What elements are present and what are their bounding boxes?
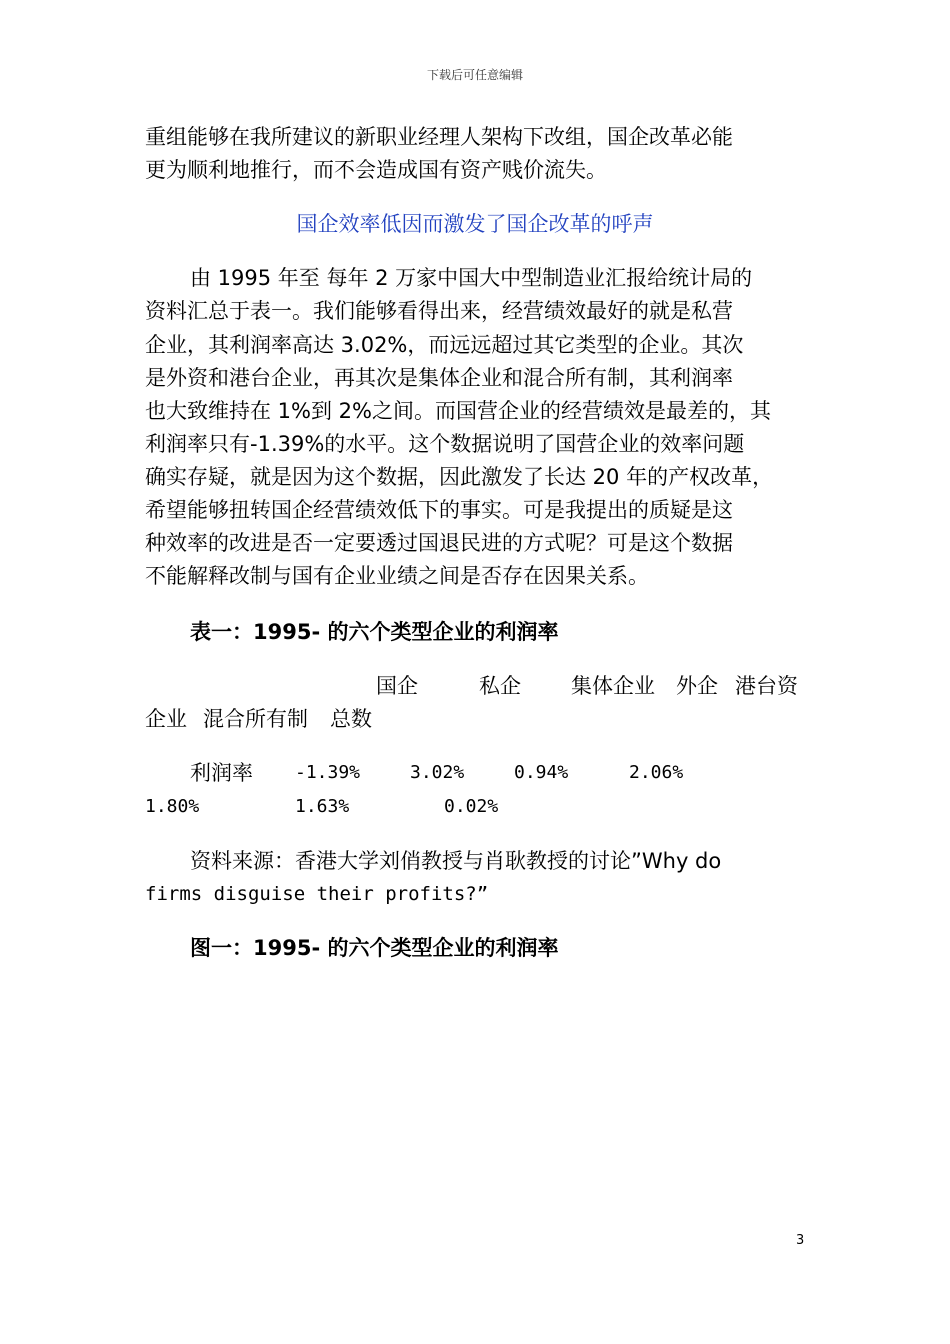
table-cell: 1.63% (295, 796, 350, 817)
body-line-5: 也大致维持在 1%到 2%之间。而国营企业的经营绩效是最差的，其 (145, 399, 771, 423)
body-line-7: 确实存疑，就是因为这个数据，因此激发了长达 20 年的产权改革， (145, 465, 774, 489)
body-line-4: 是外资和港台企业，再其次是集体企业和混合所有制，其利润率 (145, 366, 733, 390)
body-line-3: 企业，其利润率高达 3.02%，而远远超过其它类型的企业。其次 (145, 333, 744, 357)
table-header-cell: 国企 (376, 674, 418, 698)
table-header-cell: 企业 (145, 707, 187, 731)
table-header-cell: 总数 (330, 707, 372, 731)
source-line-1: 资料来源：香港大学刘俏教授与肖耿教授的讨论”Why do (190, 849, 722, 873)
table-cell: 0.94% (514, 762, 569, 783)
figure-caption: 图一：1995- 的六个类型企业的利润率 (190, 936, 559, 960)
table-header-cell: 外企 (676, 674, 718, 698)
page-number: 3 (796, 1233, 805, 1248)
body-line-1: 由 1995 年至 每年 2 万家中国大中型制造业汇报给统计局的 (190, 266, 753, 290)
table-cell: 1.80% (145, 796, 200, 817)
body-line-9: 种效率的改进是否一定要透过国退民进的方式呢？可是这个数据 (145, 531, 733, 555)
intro-line-2: 更为顺利地推行，而不会造成国有资产贱价流失。 (145, 158, 607, 182)
table-header-cell: 混合所有制 (203, 707, 308, 731)
intro-line-1: 重组能够在我所建议的新职业经理人架构下改组，国企改革必能 (145, 125, 733, 149)
table-header-cell: 集体企业 (571, 674, 655, 698)
body-line-2: 资料汇总于表一。我们能够看得出来，经营绩效最好的就是私营 (145, 299, 733, 323)
table-cell: 0.02% (444, 796, 499, 817)
body-line-10: 不能解释改制与国有企业业绩之间是否存在因果关系。 (145, 564, 649, 588)
table-header-cell: 私企 (479, 674, 521, 698)
body-line-8: 希望能够扭转国企经营绩效低下的事实。可是我提出的质疑是这 (145, 498, 733, 522)
section-title: 国企效率低因而激发了国企改革的呼声 (296, 212, 654, 236)
table-caption: 表一：1995- 的六个类型企业的利润率 (190, 620, 559, 644)
table-cell: 3.02% (410, 762, 465, 783)
table-cell: 2.06% (629, 762, 684, 783)
table-header-cell: 港台资 (735, 674, 798, 698)
table-row-label: 利润率 (190, 761, 253, 785)
page-header-note: 下载后可任意编辑 (426, 68, 523, 82)
body-line-6: 利润率只有-1.39%的水平。这个数据说明了国营企业的效率问题 (145, 432, 745, 456)
source-line-2: firms disguise their profits?” (145, 883, 489, 905)
table-cell: -1.39% (295, 762, 361, 783)
